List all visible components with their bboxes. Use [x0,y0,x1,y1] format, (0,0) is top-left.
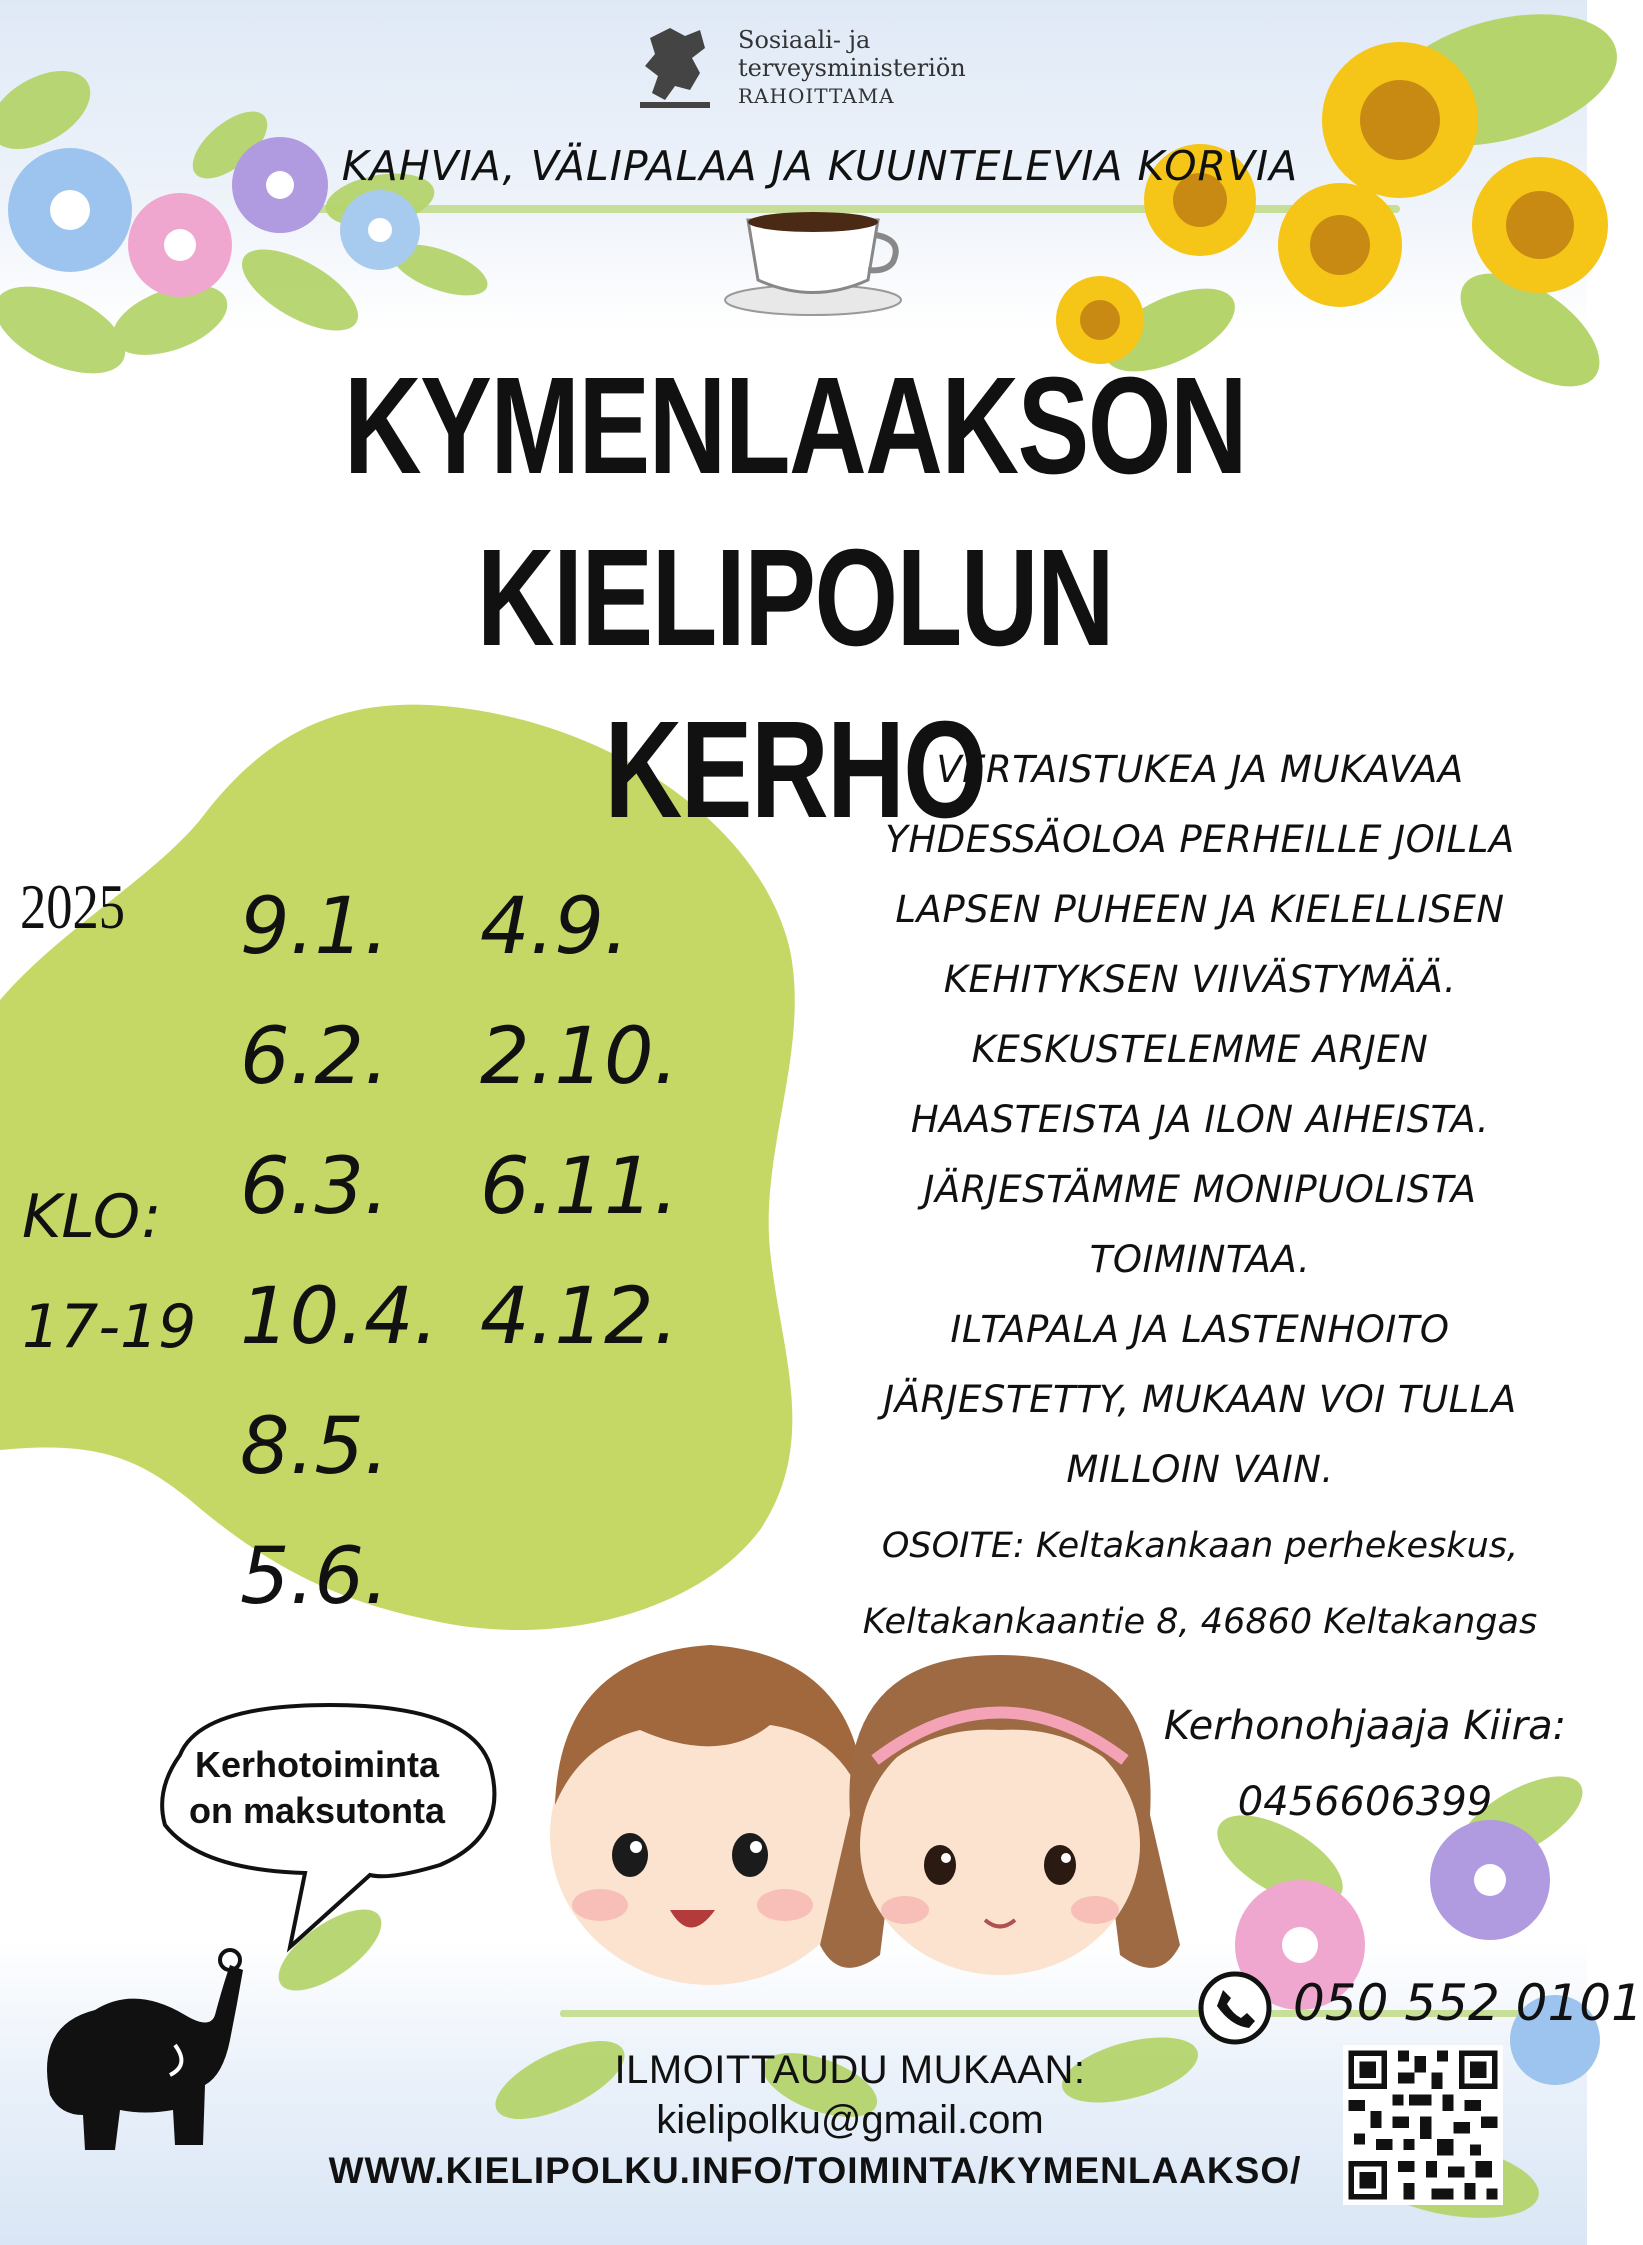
date-item: 4.9. [480,882,629,972]
description-line: YHDESSÄOLOA PERHEILLE JOILLA [885,818,1515,861]
logo-line-2: terveysministeriön [738,54,966,82]
date-item: 6.3. [240,1142,389,1232]
bubble-line-1: Kerhotoiminta [194,1744,439,1785]
date-item: 5.6. [240,1532,389,1622]
description-line: HAASTEISTA JA ILON AIHEISTA. [910,1098,1490,1141]
date-item: 9.1. [240,882,389,972]
dates-column-autumn [480,862,678,1382]
description-line: VERTAISTUKEA JA MUKAVAA [936,748,1464,791]
address-line-1: OSOITE: Keltakankaan perhekeskus, [881,1526,1519,1566]
children-illustration [520,1615,1220,1985]
date-item: 8.5. [240,1402,389,1492]
description-line: KESKUSTELEMME ARJEN [971,1028,1429,1071]
description-line: JÄRJESTÄMME MONIPUOLISTA [923,1168,1477,1211]
leader-phone: 0456606399 [1237,1779,1493,1825]
description-line: KEHITYKSEN VIIVÄSTYMÄÄ. [943,958,1457,1001]
time-info [22,1162,196,1382]
date-item: 2.10. [480,1012,679,1102]
dates-column-spring [240,862,438,1642]
free-activity-note [152,1742,482,1834]
ministry-logo [630,18,1050,118]
bubble-line-2: on maksutonta [188,1790,446,1831]
description-line: JÄRJESTETTY, MUKAAN VOI TULLA [883,1378,1517,1421]
email-link[interactable]: kielipolku@gmail.com [656,2098,1044,2142]
date-item: 4.12. [480,1272,679,1362]
date-item: 6.2. [240,1012,389,1102]
description-line: MILLOIN VAIN. [1066,1448,1334,1491]
qr-code[interactable] [1343,2045,1503,2205]
logo-line-1: Sosiaali- ja [738,26,871,54]
elephant-icon [25,1945,260,2175]
girl-face-icon [820,1655,1180,1975]
logo-line-3: RAHOITTAMA [738,84,895,108]
leader-label: Kerhonohjaaja Kiira: [1163,1703,1567,1749]
phone-icon [1195,1968,1275,2048]
flower-blue-top [8,148,132,272]
boy-face-icon [550,1645,870,1985]
phone-number[interactable]: 050 552 0101 [1293,1974,1643,2032]
description-line: ILTAPALA JA LASTENHOITO [950,1308,1450,1351]
coffee-cup-icon [718,200,908,320]
year-label: 2025 [20,871,125,942]
signup-info [540,2045,1160,2145]
tagline: KAHVIA, VÄLIPALAA JA KUUNTELEVIA KORVIA [341,142,1299,190]
description-line: TOIMINTAA. [1089,1238,1311,1281]
time-label: KLO: [22,1182,162,1252]
description [820,735,1580,1505]
date-item: 6.11. [480,1142,679,1232]
date-item: 10.4. [240,1272,439,1362]
signup-label: ILMOITTAUDU MUKAAN: [614,2048,1086,2092]
title-line-1: KYMENLAAKSON [343,349,1247,503]
lion-emblem-icon [630,18,722,118]
website-link[interactable]: WWW.KIELIPOLKU.INFO/TOIMINTA/KYMENLAAKSO/ [328,2150,1302,2191]
contact-phone [1195,1968,1643,2048]
title-line-2: KIELIPOLUN KERHO [476,521,1114,847]
address-line-2: Keltakankaantie 8, 46860 Keltakangas [862,1602,1538,1642]
time-value: 17-19 [22,1292,197,1362]
description-line: LAPSEN PUHEEN JA KIELELLISEN [895,888,1505,931]
